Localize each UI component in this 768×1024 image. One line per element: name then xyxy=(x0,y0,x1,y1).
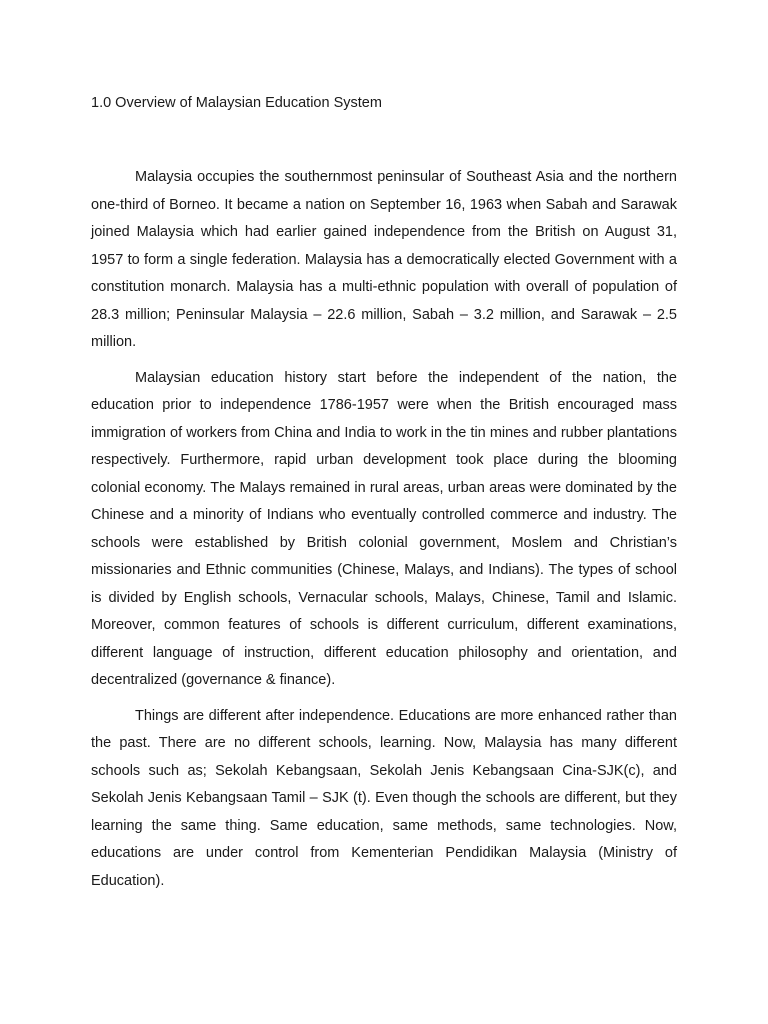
document-body xyxy=(91,164,677,903)
paragraph-after-independence: Things are different after independence. Educations are more enhanced rather than the past. There are no different schools, learning. Now, Malaysia has many different schools such as; Sekolah Kebangsaan, Sekolah Jenis Kebangsaan Cina-SJK(c), and Sekolah Jenis Kebangsaan Tamil – SJK (t). Even though the schools are different, but they learning the same thing. Same education, same methods, same technologies. Now, educations are under control from Kementerian Pendidikan Malaysia (Ministry of Education). xyxy=(91,707,677,889)
paragraph-country-overview: Malaysia occupies the southernmost peninsular of Southeast Asia and the northern one-third of Borneo. It became a nation on September 16, 1963 when Sabah and Sarawak joined Malaysia which had earlier gained independence from the British on August 31, 1957 to form a single federation. Malaysia has a democratically elected Government with a constitution monarch. Malaysia has a multi-ethnic population with overall of population of 28.3 million; Peninsular Malaysia – 22.6 million, Sabah – 3.2 million, and Sarawak – 2.5 million. xyxy=(91,169,677,350)
section-heading: 1.0 Overview of Malaysian Education System xyxy=(91,95,382,111)
paragraph-education-history: Malaysian education history start before the independent of the nation, the education prior to independence 1786-1957 were when the British encouraged mass immigration of workers from China and India to work in the tin mines and rubber plantations respectively. Furthermore, rapid urban development took place during the blooming colonial economy. The Malays remained in rural areas, urban areas were dominated by the Chinese and a minority of Indians who eventually controlled commerce and industry. The schools were established by British colonial government, Moslem and Christian’s missionaries and Ethnic communities (Chinese, Malays, and Indians). The types of school is divided by English schools, Vernacular schools, Malays, Chinese, Tamil and Islamic. Moreover, common features of schools is different curriculum, different examinations, different language of instruction, different education philosophy and orientation, and decentralized (governance & finance). xyxy=(91,369,677,688)
